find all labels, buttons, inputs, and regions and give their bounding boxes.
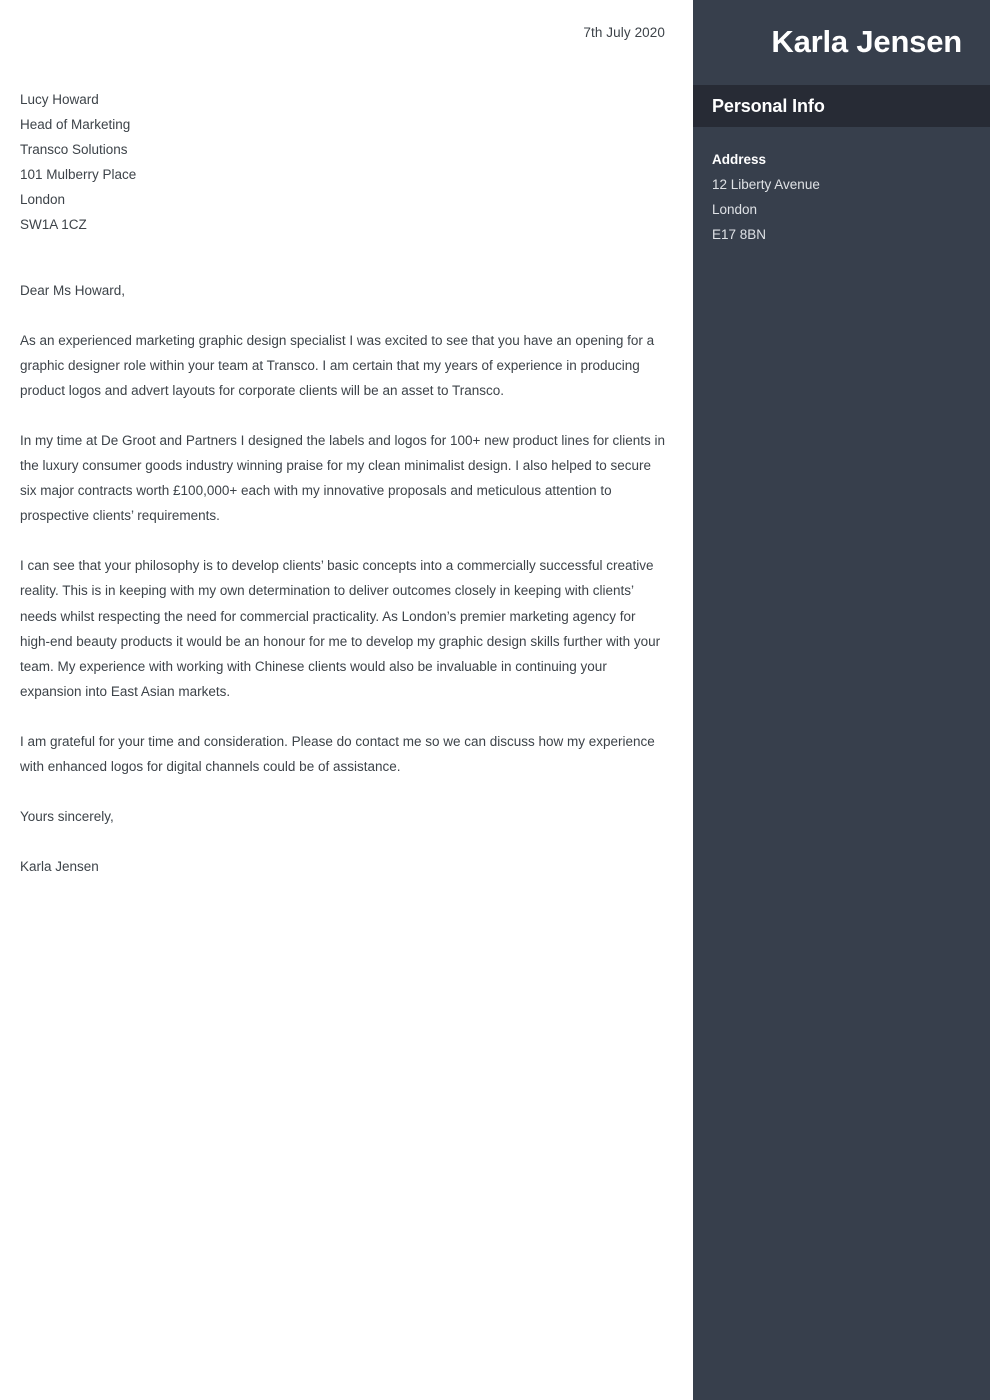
recipient-line: Transco Solutions <box>20 142 128 158</box>
recipient-address-block <box>20 87 665 238</box>
address-line: E17 8BN <box>712 227 767 242</box>
body-paragraph: I can see that your philosophy is to develop clients’ basic concepts into a commercially successful creative reality. This is in keeping with my own determination to deliver outcomes closely in keeping with clients’ needs whilst respecting the need for commercial practicality. As London’s premier marketing agency for high-end beauty products it would be an honour for me to develop my graphic design skills further with your team. My experience with working with Chinese clients would also be invaluable in continuing your expansion into East Asian markets. <box>20 558 661 699</box>
body-paragraph: As an experienced marketing graphic design specialist I was excited to see that you have an opening for a graphic designer role within your team at Transco. I am certain that my years of experience in producing product logos and advert layouts for corporate clients will be an asset to Transco. <box>20 332 655 398</box>
recipient-line: London <box>20 192 66 208</box>
address-label: Address <box>712 152 767 167</box>
recipient-line: SW1A 1CZ <box>20 217 87 233</box>
personal-info-heading: Personal Info <box>712 95 825 116</box>
recipient-line: Head of Marketing <box>20 117 131 133</box>
recipient-line: Lucy Howard <box>20 92 99 107</box>
body-paragraph: I am grateful for your time and consideration. Please do contact me so we can discuss how my experience with enhanced logos for digital channels could be of assistance. <box>20 733 655 774</box>
signature-name: Karla Jensen <box>20 859 99 875</box>
personal-info-section-bar <box>693 85 990 127</box>
recipient-line: 101 Mulberry Place <box>20 167 137 183</box>
candidate-name: Karla Jensen <box>771 24 962 60</box>
personal-info-content <box>693 127 990 247</box>
closing-phrase: Yours sincerely, <box>20 809 114 825</box>
letter-body <box>20 328 665 779</box>
address-line: 12 Liberty Avenue <box>712 177 820 192</box>
address-line: London <box>712 202 758 217</box>
letter-date: 7th July 2020 <box>583 25 665 40</box>
body-paragraph: In my time at De Groot and Partners I designed the labels and logos for 100+ new product lines for clients in the luxury consumer goods industry winning praise for my clean minimalist design. I also helped to secure six major contracts worth £100,000+ each with my innovative proposals and meticulous attention to prospective clients’ requirements. <box>20 432 665 524</box>
salutation: Dear Ms Howard, <box>20 282 126 298</box>
sidebar <box>693 0 990 1400</box>
sidebar-header <box>693 0 990 85</box>
